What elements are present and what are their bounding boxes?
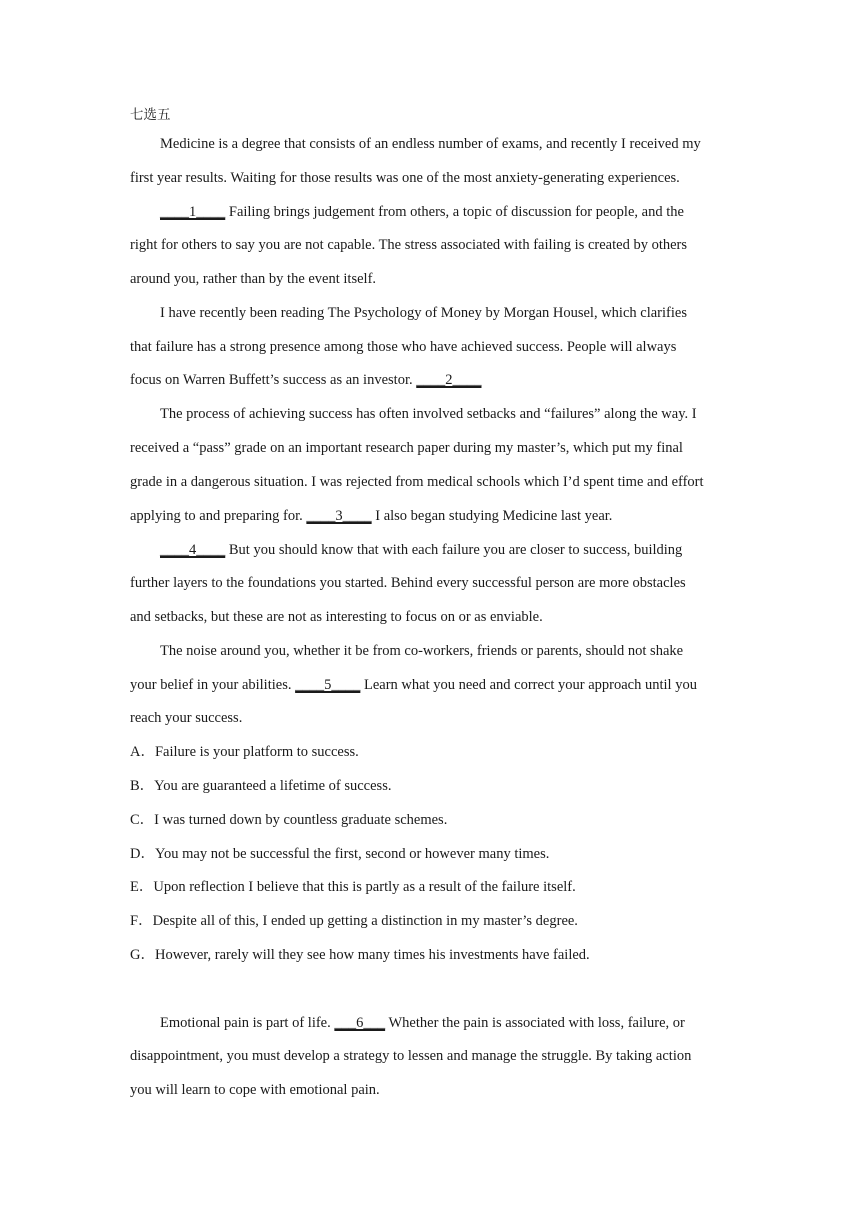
blank-4: ____4____ <box>160 542 226 558</box>
text-line: right for others to say you are not capable. The stress associated with failing is created by others <box>130 237 688 253</box>
text-line: received a “pass” grade on an important research paper during my master’s, which put my final <box>130 440 683 456</box>
option-e: E．Upon reflection I believe that this is partly as a result of the failure itself. <box>130 879 576 895</box>
blank-5: ____5____ <box>295 677 361 693</box>
blank-1: ____1____ <box>160 204 226 220</box>
text-line: The noise around you, whether it be from co-workers, friends or parents, should not shake <box>160 643 684 659</box>
text-line: you will learn to cope with emotional pain. <box>130 1082 380 1098</box>
text-line <box>160 540 740 560</box>
text-span: Whether the pain is associated with loss, failure, or <box>388 1015 685 1031</box>
text-span: Learn what you need and correct your approach until you <box>363 677 697 693</box>
text-span: Emotional pain is part of life. <box>160 1015 331 1031</box>
text-line: Medicine is a degree that consists of an endless number of exams, and recently I received my <box>160 136 701 152</box>
text-line: I have recently been reading The Psychology of Money by Morgan Housel, which clarifies <box>160 305 687 321</box>
text-span: focus on Warren Buffett’s success as an investor. <box>130 372 413 388</box>
text-line: around you, rather than by the event itself. <box>130 271 377 287</box>
text-line: grade in a dangerous situation. I was rejected from medical schools which I’d spent time and effort <box>130 474 704 490</box>
text-line <box>130 370 740 390</box>
text-span: But you should know that with each failure you are closer to success, building <box>228 542 683 558</box>
blank-3: ____3____ <box>306 508 372 524</box>
text-span: I also began studying Medicine last year. <box>375 508 613 524</box>
option-b: B．You are guaranteed a lifetime of success. <box>130 778 392 794</box>
text-span: your belief in your abilities. <box>130 677 292 693</box>
option-a: A．Failure is your platform to success. <box>130 744 359 760</box>
blank-2: ____2____ <box>416 372 482 388</box>
text-span: applying to and preparing for. <box>130 508 303 524</box>
text-line <box>130 506 740 526</box>
option-d: D．You may not be successful the first, second or however many times. <box>130 846 550 862</box>
text-line <box>160 202 740 222</box>
blank-6: ___6___ <box>334 1015 386 1031</box>
text-line: and setbacks, but these are not as interesting to focus on or as enviable. <box>130 609 543 625</box>
text-line: first year results. Waiting for those results was one of the most anxiety-generating experiences. <box>130 170 680 186</box>
text-line <box>130 675 740 695</box>
text-line: disappointment, you must develop a strategy to lessen and manage the struggle. By taking action <box>130 1048 692 1064</box>
text-span: Failing brings judgement from others, a topic of discussion for people, and the <box>228 204 684 220</box>
text-line: that failure has a strong presence among those who have achieved success. People will always <box>130 339 677 355</box>
text-line <box>160 1013 740 1033</box>
section-heading: 七选五 <box>130 107 171 123</box>
option-g: G．However, rarely will they see how many times his investments have failed. <box>130 947 590 963</box>
text-line: further layers to the foundations you started. Behind every successful person are more obstacles <box>130 575 686 591</box>
text-line: reach your success. <box>130 710 243 726</box>
option-c: C．I was turned down by countless graduate schemes. <box>130 812 448 828</box>
option-f: F．Despite all of this, I ended up getting a distinction in my master’s degree. <box>130 913 578 929</box>
text-line: The process of achieving success has often involved setbacks and “failures” along the way. I <box>160 406 697 422</box>
